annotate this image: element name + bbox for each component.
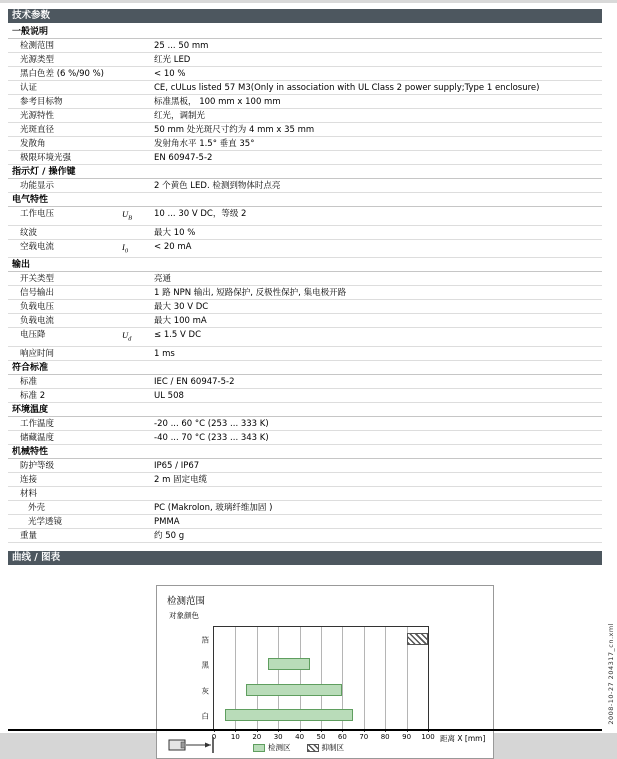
spec-value: -40 ... 70 °C (233 ... 343 K) (154, 433, 269, 444)
spec-row (8, 389, 602, 403)
section-title: 电气特性 (12, 195, 49, 205)
category-label: 白 (201, 711, 209, 721)
chart-bar-detection (268, 658, 311, 670)
spec-value: EN 60947-5-2 (154, 153, 213, 163)
spec-label: 材料 (20, 489, 38, 500)
spec-row (8, 431, 602, 445)
spec-value: PC (Makrolon, 玻璃纤维加固 ) (154, 503, 273, 514)
section-title: 一般说明 (12, 27, 49, 37)
legend-label: 检测区 (268, 743, 291, 753)
spec-table (8, 25, 602, 543)
spec-value: < 20 mA (154, 241, 192, 252)
spec-label: 电压降 (20, 330, 46, 341)
x-tick-label: 40 (295, 733, 305, 742)
spec-value: < 10 % (154, 69, 186, 79)
spec-row (8, 328, 602, 347)
spec-symbol (122, 41, 154, 51)
x-tick-label: 70 (359, 733, 369, 742)
spec-label: 发散角 (20, 139, 46, 149)
spec-symbol (122, 489, 154, 499)
chart-bar-suppression (407, 633, 428, 645)
curves-header: 曲线 / 图表 (8, 551, 602, 565)
spec-label: 开关类型 (20, 274, 55, 285)
spec-symbol: $I_0$ (122, 241, 129, 255)
spec-symbol (122, 302, 154, 312)
spec-row (8, 515, 602, 529)
spec-row (8, 417, 602, 431)
spec-value: 亮通 (154, 274, 172, 285)
spec-symbol (122, 274, 154, 284)
spec-value: 约 50 g (154, 531, 185, 542)
spec-row (8, 123, 602, 137)
spec-label: 光学透镜 (28, 517, 63, 528)
spec-label: 信号输出 (20, 288, 55, 299)
spec-label: 参考目标物 (20, 97, 63, 107)
spec-symbol (122, 97, 154, 107)
spec-symbol (122, 433, 154, 443)
legend-label: 抑制区 (321, 743, 344, 753)
spec-label: 负载电压 (20, 302, 55, 313)
spec-value: 最大 30 V DC (154, 302, 209, 313)
x-tick-label: 50 (316, 733, 326, 742)
spec-row (8, 272, 602, 286)
chart-bar-detection (225, 709, 353, 721)
section-title: 机械特性 (12, 447, 49, 458)
spec-row (8, 459, 602, 473)
chart-plot (201, 626, 486, 744)
spec-symbol (122, 391, 154, 401)
spec-symbol (122, 55, 154, 65)
spec-label: 连接 (20, 475, 38, 486)
spec-value: IP65 / IP67 (154, 461, 200, 472)
spec-value: 25 ... 50 mm (154, 41, 209, 51)
category-label: 黑 (201, 660, 209, 670)
hatched-swatch (307, 744, 319, 752)
spec-row (8, 226, 602, 240)
spec-row (8, 67, 602, 81)
spec-row (8, 347, 602, 361)
x-tick-label: 90 (402, 733, 412, 742)
spec-label: 负载电流 (20, 316, 55, 327)
tech-params-header: 技术参数 (8, 9, 602, 23)
chart-legend (253, 742, 344, 753)
chart-subtitle: 对象颜色 (169, 611, 199, 621)
spec-symbol (122, 419, 154, 429)
section-header-row (8, 165, 602, 179)
spec-symbol (122, 139, 154, 149)
section-header-row (8, 361, 602, 375)
spec-value: 红光 LED (154, 55, 191, 65)
spec-symbol (122, 83, 154, 93)
spec-row (8, 81, 602, 95)
legend-item (307, 742, 345, 753)
section-header-row (8, 403, 602, 417)
spec-row (8, 375, 602, 389)
spec-row (8, 286, 602, 300)
spec-label: 空载电流 (20, 241, 55, 252)
spec-row (8, 487, 602, 501)
section-header-row (8, 258, 602, 272)
spec-symbol: $U_B$ (122, 209, 133, 222)
spec-symbol (122, 181, 154, 191)
spec-value: 最大 10 % (154, 227, 196, 238)
x-tick-label: 100 (421, 733, 435, 742)
spec-symbol (122, 461, 154, 471)
x-tick-label: 20 (252, 733, 262, 742)
spec-symbol (122, 349, 154, 359)
spec-label: 外壳 (28, 503, 46, 514)
spec-value: 10 ... 30 V DC，等级 2 (154, 209, 247, 219)
section-title: 输出 (12, 260, 31, 271)
category-label: 灰 (201, 686, 209, 696)
spec-label: 检测范围 (20, 41, 55, 51)
spec-label: 纹波 (20, 227, 38, 238)
spec-label: 认证 (20, 83, 38, 93)
x-tick-label: 80 (380, 733, 390, 742)
spec-symbol (122, 228, 154, 238)
spec-value: 50 mm 处光斑尺寸约为 4 mm x 35 mm (154, 125, 315, 135)
spec-value (154, 489, 602, 499)
spec-symbol (122, 517, 154, 527)
spec-value: 标准黑板， 100 mm x 100 mm (154, 97, 281, 107)
spec-value: -20 ... 60 °C (253 ... 333 K) (154, 419, 269, 430)
spec-row (8, 151, 602, 165)
grid-line (364, 627, 365, 729)
spec-symbol (122, 531, 154, 541)
grid-line (385, 627, 386, 729)
chart-bar-detection (246, 684, 342, 696)
spec-row (8, 109, 602, 123)
x-tick-label: 30 (273, 733, 283, 742)
spec-value: ≤ 1.5 V DC (154, 330, 202, 341)
spec-label: 极限环境光强 (20, 153, 72, 163)
spec-value: 2 m 固定电缆 (154, 475, 208, 486)
chart-title: 检测范围 (167, 596, 206, 608)
spec-row (8, 179, 602, 193)
spec-label: 黑白色差 (6 %/90 %) (20, 69, 104, 79)
x-tick-label: 0 (211, 733, 217, 742)
spec-row (8, 501, 602, 515)
spec-row (8, 240, 602, 259)
sensor-range-icon (167, 735, 223, 755)
section-header-row (8, 445, 602, 459)
spec-value: IEC / EN 60947-5-2 (154, 377, 235, 388)
spec-row (8, 137, 602, 151)
spec-symbol (122, 316, 154, 326)
section-header-row (8, 25, 602, 39)
spec-row (8, 53, 602, 67)
spec-label: 储藏温度 (20, 433, 55, 444)
spec-symbol (122, 503, 154, 513)
legend-item (253, 742, 291, 753)
spec-value: 红光，调制光 (154, 111, 206, 121)
category-label: 箔 (201, 635, 209, 645)
spec-row (8, 529, 602, 543)
spec-label: 标准 2 (20, 391, 46, 402)
spec-row (8, 95, 602, 109)
spec-symbol (122, 475, 154, 485)
spec-label: 工作温度 (20, 419, 55, 430)
spec-row (8, 300, 602, 314)
x-tick-label: 10 (230, 733, 240, 742)
spec-row (8, 207, 602, 226)
section-title: 指示灯 / 操作键 (12, 167, 76, 177)
spec-symbol (122, 153, 154, 163)
section-title: 符合标准 (12, 363, 49, 374)
spec-row (8, 473, 602, 487)
spec-value: PMMA (154, 517, 180, 528)
spec-row (8, 39, 602, 53)
green-swatch (253, 744, 265, 752)
section-title: 环境温度 (12, 405, 49, 416)
spec-label: 响应时间 (20, 349, 55, 360)
spec-label: 光源特性 (20, 111, 55, 121)
section-header-row (8, 193, 602, 207)
spec-value: 最大 100 mA (154, 316, 207, 327)
spec-label: 功能显示 (20, 181, 55, 191)
spec-value: 1 ms (154, 349, 175, 360)
spec-label: 标准 (20, 377, 38, 388)
x-axis-label: 距离 X [mm] (440, 734, 486, 744)
spec-label: 工作电压 (20, 209, 55, 219)
spec-label: 光斑直径 (20, 125, 55, 135)
x-tick-label: 60 (337, 733, 347, 742)
spec-symbol (122, 111, 154, 121)
spec-value: UL 508 (154, 391, 184, 402)
spec-label: 重量 (20, 531, 38, 542)
spec-row (8, 314, 602, 328)
spec-value: 2 个黄色 LED. 检测到物体时点亮 (154, 181, 281, 191)
spec-symbol (122, 69, 154, 79)
document-side-note: 2008-10-27 204317_cn.xml (607, 623, 615, 725)
content-area (8, 9, 602, 759)
spec-symbol (122, 288, 154, 298)
spec-label: 光源类型 (20, 55, 55, 65)
spec-value: CE, cULus listed 57 M3(Only in association with UL Class 2 power supply;Type 1 enclosure) (154, 83, 540, 93)
chart-box (156, 585, 494, 759)
spec-symbol (122, 125, 154, 135)
spec-symbol: $U_d$ (122, 330, 132, 344)
spec-value: 1 路 NPN 输出, 短路保护, 反极性保护, 集电极开路 (154, 288, 347, 299)
spec-label: 防护等级 (20, 461, 55, 472)
spec-symbol (122, 377, 154, 387)
spec-value: 发射角水平 1.5° 垂直 35° (154, 139, 255, 149)
page-footer-rule (8, 729, 602, 731)
